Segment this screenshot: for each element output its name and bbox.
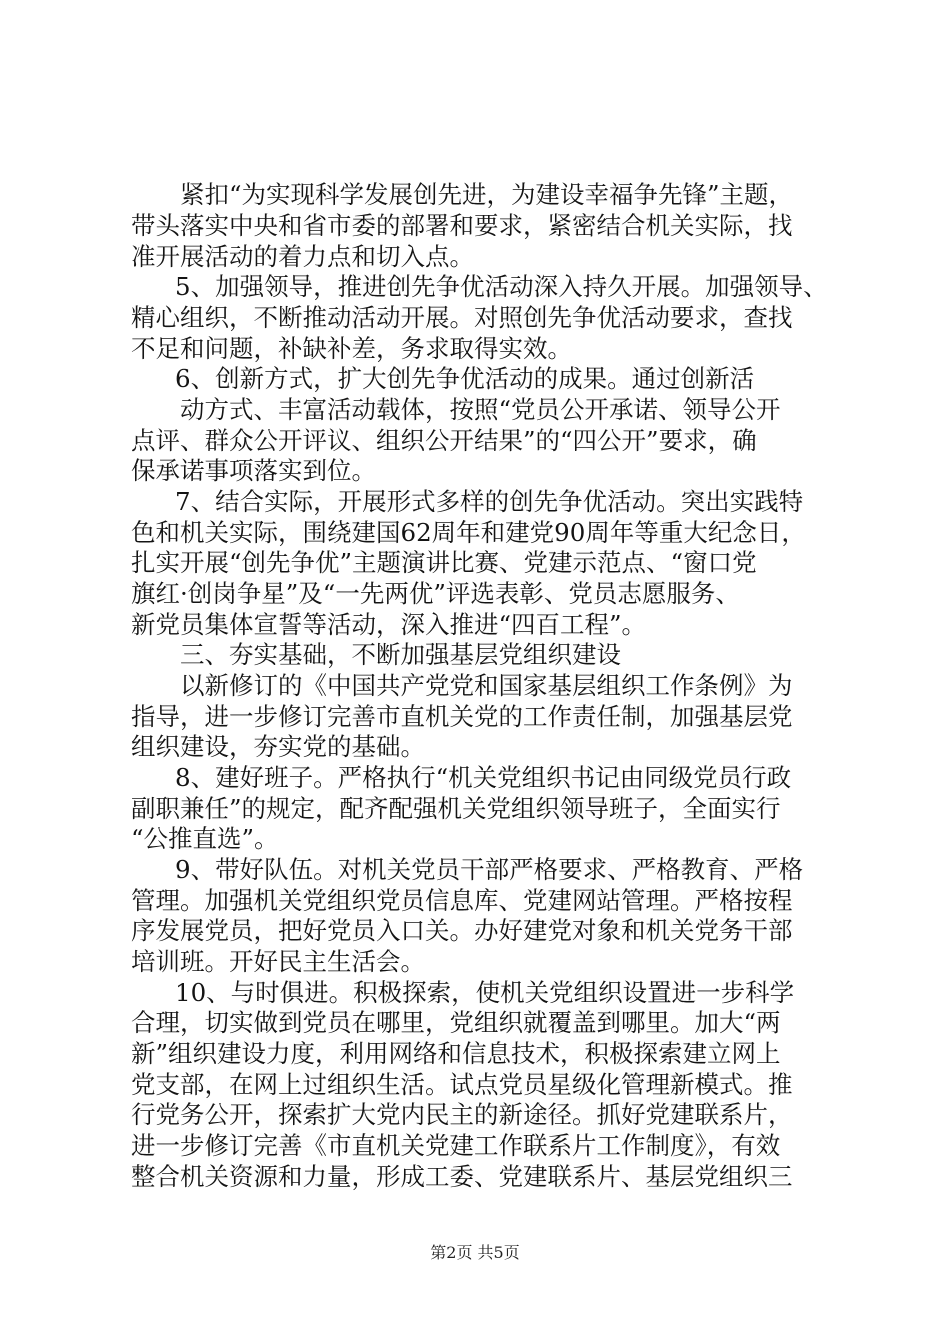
text-line: 动方式、丰富活动载体，按照“党员公开承诺、领导公开: [180, 395, 781, 424]
text-line: 10、与时俱进。积极探索，使机关党组织设置进一步科学: [175, 978, 795, 1007]
text-line: 进一步修订完善《市直机关党建工作联系片工作制度》，有效: [131, 1131, 781, 1160]
text-line: 整合机关资源和力量，形成工委、党建联系片、基层党组织三: [131, 1162, 793, 1191]
text-line: 旗红·创岗争星”及“一先两优”评选表彰、党员志愿服务、: [131, 579, 740, 608]
text-line: 6、创新方式，扩大创先争优活动的成果。通过创新活: [175, 364, 755, 393]
text-line: 紧扣“为实现科学发展创先进，为建设幸福争先锋”主题，: [180, 180, 794, 209]
text-line: 准开展活动的着力点和切入点。: [131, 242, 474, 271]
text-line: 5、加强领导，推进创先争优活动深入持久开展。加强领导、: [175, 272, 828, 301]
text-line: 新”组织建设力度，利用网络和信息技术，积极探索建立网上: [131, 1039, 781, 1068]
text-line: 管理。加强机关党组织党员信息库、党建网站管理。严格按程: [131, 886, 793, 915]
text-line: 党支部，在网上过组织生活。试点党员星级化管理新模式。推: [131, 1070, 793, 1099]
text-line: 合理，切实做到党员在哪里，党组织就覆盖到哪里。加大“两: [131, 1008, 781, 1037]
text-line: 8、建好班子。严格执行“机关党组织书记由同级党员行政: [175, 763, 792, 792]
text-line: 以新修订的《中国共产党党和国家基层组织工作条例》为: [180, 671, 793, 700]
section-heading: 三、夯实基础，不断加强基层党组织建设: [180, 640, 621, 669]
text-line: 副职兼任”的规定，配齐配强机关党组织领导班子，全面实行: [131, 794, 781, 823]
text-line: 保承诺事项落实到位。: [131, 456, 376, 485]
text-line: 色和机关实际，围绕建国62周年和建党90周年等重大纪念日，: [131, 518, 806, 547]
text-line: 指导，进一步修订完善市直机关党的工作责任制，加强基层党: [131, 702, 793, 731]
text-line: 扎实开展“创先争优”主题演讲比赛、党建示范点、“窗口党: [131, 548, 757, 577]
text-line: 不足和问题，补缺补差，务求取得实效。: [131, 334, 572, 363]
text-line: 9、带好队伍。对机关党员干部严格要求、严格教育、严格: [175, 855, 804, 884]
page-number-footer: 第2页 共5页: [430, 1243, 520, 1262]
text-line: 行党务公开，探索扩大党内民主的新途径。抓好党建联系片，: [131, 1100, 793, 1129]
text-line: 带头落实中央和省市委的部署和要求，紧密结合机关实际，找: [131, 211, 793, 240]
text-line: 精心组织，不断推动活动开展。对照创先争优活动要求，查找: [131, 303, 793, 332]
text-line: 组织建设，夯实党的基础。: [131, 732, 425, 761]
text-line: 培训班。开好民主生活会。: [131, 947, 425, 976]
text-line: 新党员集体宣誓等活动，深入推进“四百工程”。: [131, 610, 647, 639]
text-line: 7、结合实际，开展形式多样的创先争优活动。突出实践特: [175, 487, 804, 516]
text-line: “公推直选”。: [131, 824, 279, 853]
text-line: 点评、群众公开评议、组织公开结果”的“四公开”要求，确: [131, 426, 757, 455]
text-line: 序发展党员，把好党员入口关。办好建党对象和机关党务干部: [131, 916, 793, 945]
